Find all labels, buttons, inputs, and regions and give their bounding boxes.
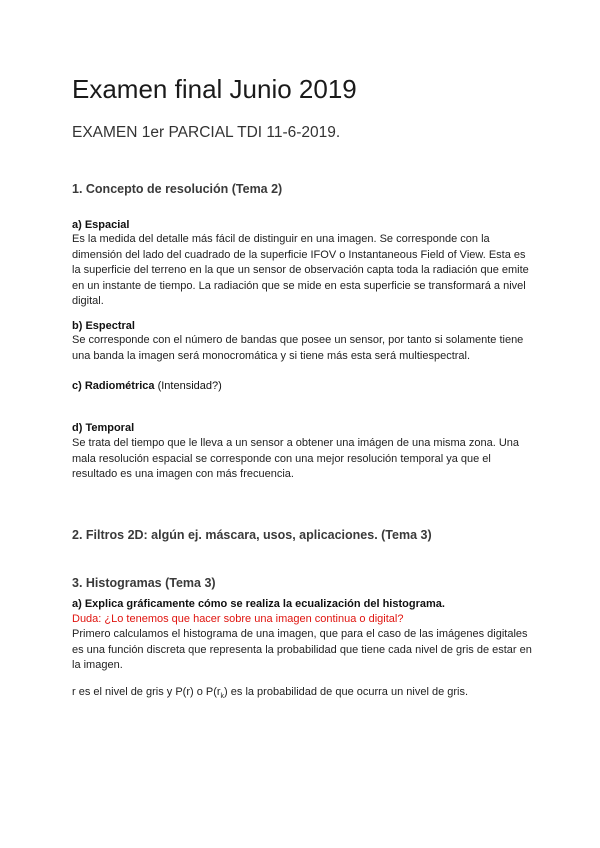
formula-part1: r es el nivel de gris y P(r) o P(r [72,686,221,698]
histogram-formula [72,685,532,705]
radiometrica-note: (Intensidad?) [154,380,222,392]
espectral-label: b) Espectral [72,320,135,332]
espacial-text: Es la medida del detalle más fácil de distinguir en una imagen. Se corresponde con la dimensión del lado del cuadrado de la superficie IFOV o Instantaneous Field of View. Esta es la superficie del terreno en la que un sensor de observación capta toda la radiación que emite en un instante de tiempo. La radiación que se mide en esta superficie se transformará a nivel digital. [72,233,529,307]
document-subtitle: EXAMEN 1er PARCIAL TDI 11-6-2019. [72,124,341,141]
espacial-label: a) Espacial [72,219,130,231]
temporal-text: Se trata del tiempo que le lleva a un sensor a obtener una imágen de una misma zona. Una mala resolución espacial se corresponde con una mejor resolución temporal ya que el resultado es una imagen con más frecuencia. [72,437,519,480]
histogram-question: a) Explica gráficamente cómo se realiza la ecualización del histograma. [72,598,445,610]
document-title: Examen final Junio 2019 [72,74,357,104]
espectral-text: Se corresponde con el número de bandas que posee un sensor, por tanto si solamente tiene una banda la imagen será monocromática y si tiene más esta será multiespectral. [72,334,524,362]
formula-part2: ) es la probabilidad de que ocurra un nivel de gris. [224,686,469,698]
formula-subscript: k [220,693,225,701]
temporal-label: d) Temporal [72,422,135,434]
histogram-paragraph: Primero calculamos el histograma de una imagen, que para el caso de las imágenes digitales es una función discreta que representa la probabilidad que tiene cada nivel de gris de estar en la imagen. [72,628,532,671]
radiometrica-line [72,380,222,392]
section3-heading: 3. Histogramas (Tema 3) [72,576,216,590]
section2-heading: 2. Filtros 2D: algún ej. máscara, usos, aplicaciones. (Tema 3) [72,528,432,542]
histogram-doubt: Duda: ¿Lo tenemos que hacer sobre una imagen continua o digital? [72,613,404,625]
radiometrica-label: c) Radiométrica [72,380,155,392]
section1-heading: 1. Concepto de resolución (Tema 2) [72,182,283,196]
